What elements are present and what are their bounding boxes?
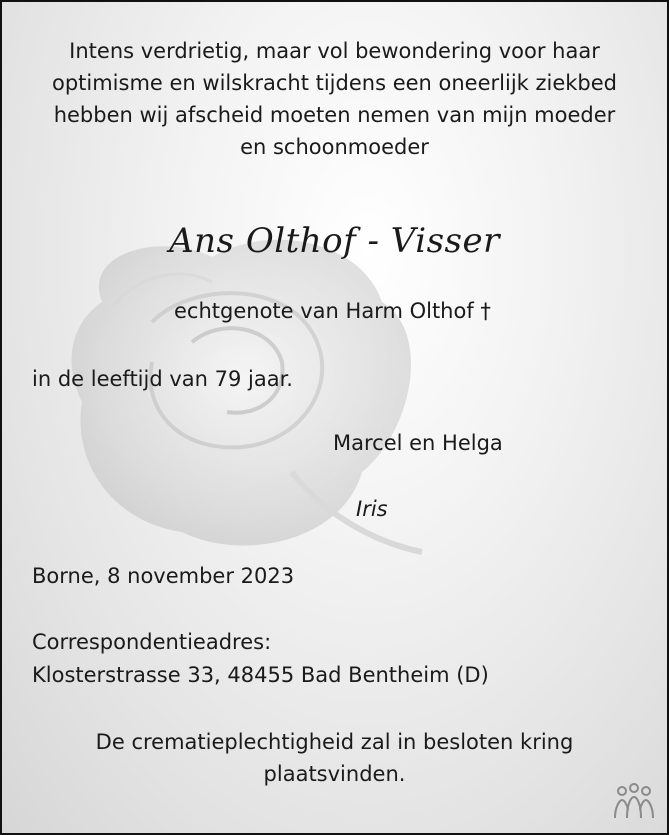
spouse-line: echtgenote van Harm Olthof † (174, 299, 491, 323)
intro-line: optimisme en wilskracht tijdens een oneerlijk ziekbed (51, 71, 618, 95)
cremation-line: De crematieplechtigheid zal in besloten kring (95, 730, 574, 754)
correspondence-label: Correspondentieadres: (32, 630, 272, 654)
intro-line: Intens verdrietig, maar vol bewondering voor haar (69, 39, 600, 63)
correspondence-address: Klosterstrasse 33, 48455 Bad Bentheim (D) (32, 663, 489, 687)
children-names: Marcel en Helga (333, 431, 503, 455)
cremation-text (2, 726, 667, 790)
intro-line: en schoonmoeder (240, 135, 429, 159)
cremation-line: plaatsvinden. (263, 762, 406, 786)
age-line: in de leeftijd van 79 jaar. (32, 367, 293, 391)
place-date: Borne, 8 november 2023 (32, 564, 295, 588)
grandchild-name: Iris (356, 497, 388, 521)
people-logo-icon (610, 782, 658, 822)
intro-line: hebben wij afscheid moeten nemen van mijn moeder (53, 103, 616, 127)
intro-text (2, 35, 667, 163)
deceased-name: Ans Olthof - Visser (169, 221, 500, 261)
